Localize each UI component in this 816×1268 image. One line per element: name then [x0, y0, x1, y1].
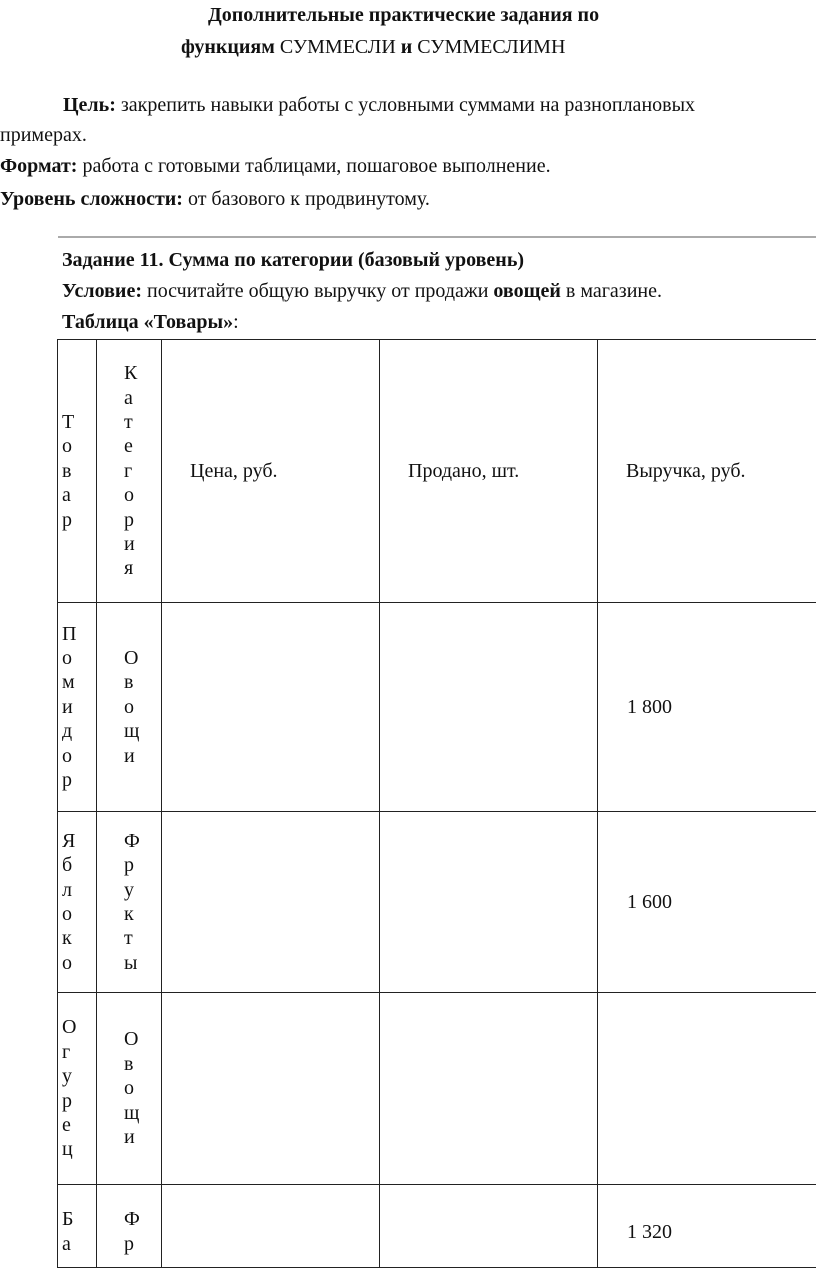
header-revenue: Выручка, руб.	[598, 340, 816, 603]
cell-sold	[380, 812, 598, 993]
title-function-2: СУММЕСЛИМН	[412, 36, 565, 58]
format-label: Формат:	[0, 155, 77, 177]
cell-revenue: 1 600	[598, 812, 816, 993]
table-caption-label: Таблица «Товары»	[62, 311, 233, 333]
table-caption	[62, 311, 239, 334]
cell-price	[162, 812, 380, 993]
condition-text: посчитайте общую выручку от продажи	[142, 280, 493, 302]
header-product-label: Товар	[62, 410, 76, 532]
cell-revenue: 1 320	[598, 1185, 816, 1268]
cell-revenue: 1 800	[598, 603, 816, 812]
table-row	[58, 603, 816, 812]
header-sold: Продано, шт.	[380, 340, 598, 603]
cell-category	[97, 812, 162, 993]
goods-table	[57, 339, 816, 1268]
table-row	[58, 812, 816, 993]
product-name: Огурец	[62, 1015, 76, 1161]
cell-price	[162, 993, 380, 1185]
goal-text: закрепить навыки работы с условными суммами на разноплановых	[116, 94, 695, 116]
cell-product	[58, 812, 97, 993]
goal-label: Цель:	[63, 94, 116, 116]
cell-sold	[380, 1185, 598, 1268]
document-title-line-2	[181, 36, 565, 59]
task-condition	[62, 280, 662, 303]
cell-product	[58, 1185, 97, 1268]
cell-product	[58, 603, 97, 812]
horizontal-divider	[58, 236, 816, 238]
table-caption-colon: :	[233, 311, 239, 333]
goal-line-continued: примерах.	[0, 124, 87, 147]
product-name: Помидор	[62, 622, 76, 793]
table-row	[58, 993, 816, 1185]
cell-product	[58, 993, 97, 1185]
cell-category	[97, 603, 162, 812]
cell-category	[97, 993, 162, 1185]
level-text: от базового к продвинутому.	[183, 188, 430, 210]
cell-price	[162, 603, 380, 812]
category-name: Овощи	[124, 646, 138, 768]
header-category	[97, 340, 162, 603]
cell-sold	[380, 603, 598, 812]
category-name: Овощи	[124, 1027, 138, 1149]
cell-price	[162, 1185, 380, 1268]
cell-category	[97, 1185, 162, 1268]
table-row	[58, 1185, 816, 1268]
task-heading: Задание 11. Сумма по категории (базовый уровень)	[62, 249, 524, 272]
cell-revenue	[598, 993, 816, 1185]
header-price: Цена, руб.	[162, 340, 380, 603]
goal-line	[63, 94, 695, 117]
title-conjunction: и	[401, 36, 413, 58]
condition-highlight: овощей	[493, 280, 560, 302]
header-product	[58, 340, 97, 603]
product-name: Яблоко	[62, 829, 76, 975]
document-title-line-1: Дополнительные практические задания по	[208, 4, 599, 27]
cell-sold	[380, 993, 598, 1185]
condition-label: Условие:	[62, 280, 142, 302]
condition-tail: в магазине.	[561, 280, 662, 302]
title-function-1: СУММЕСЛИ	[275, 36, 401, 58]
level-line	[0, 188, 430, 211]
category-name: Фр	[124, 1207, 138, 1256]
category-name: Фрукты	[124, 829, 138, 975]
format-text: работа с готовыми таблицами, пошаговое выполнение.	[77, 155, 550, 177]
format-line	[0, 155, 551, 178]
header-category-label: Категория	[124, 361, 138, 581]
level-label: Уровень сложности:	[0, 188, 183, 210]
title-bold-word: функциям	[181, 36, 275, 58]
table-header-row	[58, 340, 816, 603]
product-name: Ба	[62, 1207, 76, 1256]
